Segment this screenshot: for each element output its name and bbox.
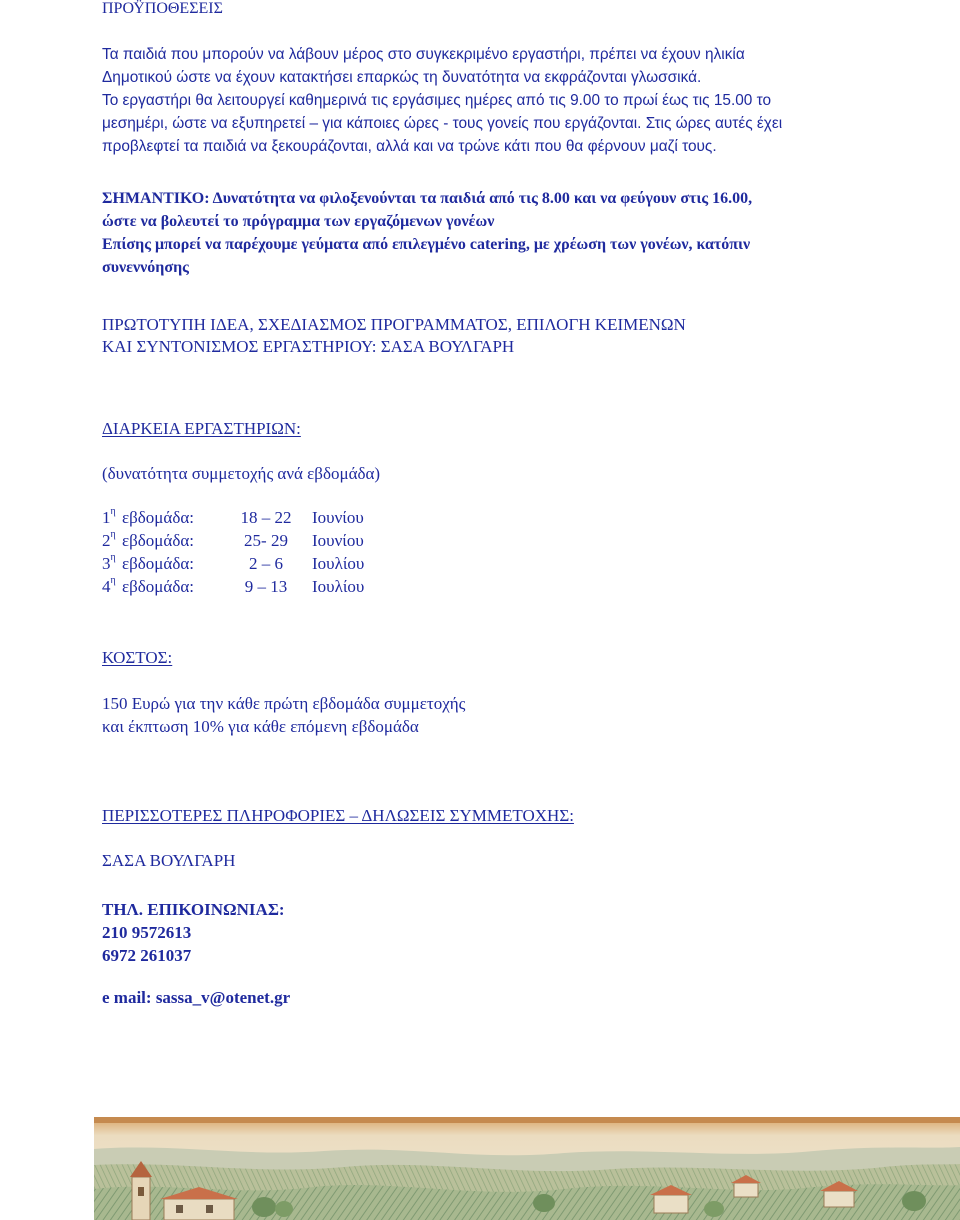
intro-line: Δημοτικού ώστε να έχουν κατακτήσει επαρκώς τη δυνατότητα να εκφράζονται γλωσσικά. <box>102 69 702 86</box>
important-line: συνεννόησης <box>102 259 189 276</box>
intro-paragraph <box>102 43 782 158</box>
week-label: εβδομάδα: <box>122 577 194 596</box>
intro-line: Το εργαστήρι θα λειτουργεί καθημερινά τις εργάσιμες ημέρες από τις 9.00 το πρωί έως τις 15.00 το <box>102 92 772 109</box>
week-label: εβδομάδα: <box>122 508 194 527</box>
phone-number: 6972 261037 <box>102 946 192 965</box>
week-number: $1^\eta$ <box>102 506 116 527</box>
week-label: εβδομάδα: <box>122 531 194 550</box>
intro-line: προβλεφτεί τα παιδιά να ξεκουράζονται, αλλά και να τρώνε κάτι που θα φέρνουν μαζί τους. <box>102 138 717 155</box>
phone-label: ΤΗΛ. ΕΠΙΚΟΙΝΩΝΙΑΣ: <box>102 900 285 919</box>
week-number: $2^\eta$ <box>102 529 116 550</box>
important-line: ΣΗΜΑΝΤΙΚΟ: Δυνατότητα να φιλοξενούνται τα παιδιά από τις 8.00 και να φεύγουν στις 16.00, <box>102 190 753 207</box>
painting-frame <box>94 1117 960 1123</box>
intro-line: μεσημέρι, ώστε να εξυπηρετεί – για κάποιες ώρες - τους γονείς που εργάζονται. Στις ώρες αυτές έχει <box>102 115 783 132</box>
important-line: ώστε να βολευτεί το πρόγραμμα των εργαζόμενων γονέων <box>102 213 495 230</box>
week-dates: 18 – 22 <box>240 508 292 527</box>
week-number: $3^\eta$ <box>102 552 116 573</box>
week-month: Ιουνίου <box>312 508 364 527</box>
credits-line: ΠΡΩΤΟΤΥΠΗ ΙΔΕΑ, ΣΧΕΔΙΑΣΜΟΣ ΠΡΟΓΡΑΜΜΑΤΟΣ, ΕΠΙΛΟΓΗ ΚΕΙΜΕΝΩΝ <box>102 315 686 334</box>
credits-line: ΚΑΙ ΣΥΝΤΟΝΙΣΜΟΣ ΕΡΓΑΣΤΗΡΙΟΥ: ΣΑΣΑ ΒΟΥΛΓΑΡΗ <box>102 337 515 356</box>
landscape-painting-art <box>94 1117 960 1220</box>
cost-details <box>102 692 465 738</box>
duration-heading: ΔΙΑΡΚΕΙΑ ΕΡΓΑΣΤΗΡΙΩΝ: <box>102 419 301 438</box>
week-label: εβδομάδα: <box>122 554 194 573</box>
week-month: Ιουλίου <box>312 554 365 573</box>
phone-number: 210 9572613 <box>102 923 192 942</box>
email-address: e mail: sassa_v@otenet.gr <box>102 988 291 1007</box>
cost-line: και έκπτωση 10% για κάθε επόμενη εβδομάδα <box>102 717 419 736</box>
section-title: ΠΡΟΫΠΟΘΕΣΕΙΣ <box>102 0 223 17</box>
week-dates: 25- 29 <box>244 531 288 550</box>
week-dates: 9 – 13 <box>244 577 288 596</box>
week-month: Ιουνίου <box>312 531 364 550</box>
duration-note: (δυνατότητα συμμετοχής ανά εβδομάδα) <box>102 464 381 483</box>
credits <box>102 314 686 358</box>
landscape-painting <box>94 1117 960 1220</box>
cost-heading: ΚΟΣΤΟΣ: <box>102 648 173 667</box>
intro-line: Τα παιδιά που μπορούν να λάβουν μέρος στο συγκεκριμένο εργαστήρι, πρέπει να έχουν ηλικία <box>102 46 745 63</box>
week-dates: 2 – 6 <box>249 554 283 573</box>
important-note <box>102 187 752 279</box>
cost-line: 150 Ευρώ για την κάθε πρώτη εβδομάδα συμμετοχής <box>102 694 466 713</box>
contact-name: ΣΑΣΑ ΒΟΥΛΓΑΡΗ <box>102 851 236 870</box>
week-month: Ιουλίου <box>312 577 365 596</box>
contact-block <box>102 898 285 967</box>
week-number: $4^\eta$ <box>102 575 116 596</box>
info-heading: ΠΕΡΙΣΣΟΤΕΡΕΣ ΠΛΗΡΟΦΟΡΙΕΣ – ΔΗΛΩΣΕΙΣ ΣΥΜΜΕΤΟΧΗΣ: <box>102 806 574 825</box>
important-line: Επίσης μπορεί να παρέχουμε γεύματα από επιλεγμένο catering, με χρέωση των γονέων, κατόπιν <box>102 236 751 253</box>
